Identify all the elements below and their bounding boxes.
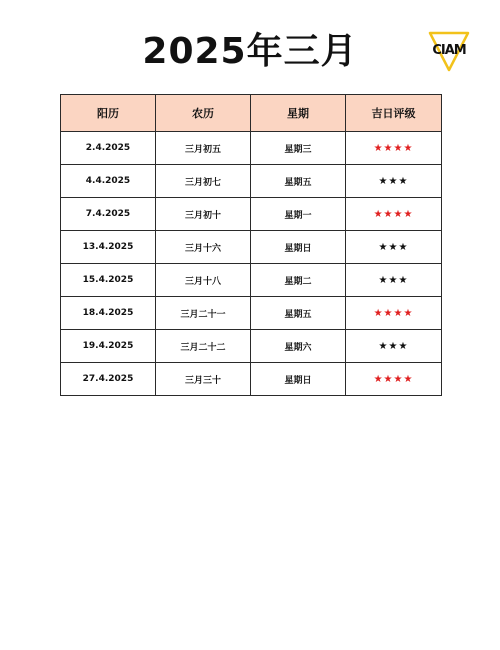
table-row [61,132,442,165]
lunar-date-cell: 三月初七 [156,165,251,198]
table-row [61,231,442,264]
rating-cell [346,165,442,198]
table-row [61,198,442,231]
lunar-date-cell: 三月二十一 [156,297,251,330]
header-rating: 吉日评级 [346,95,442,132]
lunar-date-cell: 三月二十二 [156,330,251,363]
rating-cell [346,363,442,396]
table-row [61,264,442,297]
star-rating: ★★★★ [373,208,414,220]
lunar-date-cell: 三月初十 [156,198,251,231]
table-row [61,330,442,363]
weekday-cell: 星期三 [251,132,346,165]
header-lunar-date: 农历 [156,95,251,132]
star-rating: ★★★★ [373,142,414,154]
table-row [61,363,442,396]
rating-cell [346,132,442,165]
solar-date-cell: 15.4.2025 [61,264,156,297]
auspicious-days-table [60,94,442,396]
weekday-cell: 星期一 [251,198,346,231]
rating-cell [346,330,442,363]
solar-date-cell: 2.4.2025 [61,132,156,165]
solar-date-cell: 19.4.2025 [61,330,156,363]
solar-date-cell: 18.4.2025 [61,297,156,330]
ciam-logo [428,30,470,72]
weekday-cell: 星期五 [251,165,346,198]
star-rating: ★★★★ [373,307,414,319]
header-weekday: 星期 [251,95,346,132]
star-rating: ★★★ [378,241,409,253]
rating-cell [346,297,442,330]
star-rating: ★★★ [378,274,409,286]
solar-date-cell: 4.4.2025 [61,165,156,198]
table-row [61,165,442,198]
solar-date-cell: 7.4.2025 [61,198,156,231]
lunar-date-cell: 三月初五 [156,132,251,165]
star-rating: ★★★★ [373,373,414,385]
lunar-date-cell: 三月十六 [156,231,251,264]
star-rating: ★★★ [378,175,409,187]
header-solar-date: 阳历 [61,95,156,132]
rating-cell [346,198,442,231]
lunar-date-cell: 三月三十 [156,363,251,396]
rating-cell [346,264,442,297]
rating-cell [346,231,442,264]
table-row [61,297,442,330]
weekday-cell: 星期日 [251,363,346,396]
table-header-row [61,95,442,132]
weekday-cell: 星期五 [251,297,346,330]
lunar-date-cell: 三月十八 [156,264,251,297]
weekday-cell: 星期六 [251,330,346,363]
solar-date-cell: 27.4.2025 [61,363,156,396]
page-title: 2025年三月 [142,31,358,72]
solar-date-cell: 13.4.2025 [61,231,156,264]
star-rating: ★★★ [378,340,409,352]
logo-text: CIAM [432,43,466,58]
weekday-cell: 星期二 [251,264,346,297]
weekday-cell: 星期日 [251,231,346,264]
